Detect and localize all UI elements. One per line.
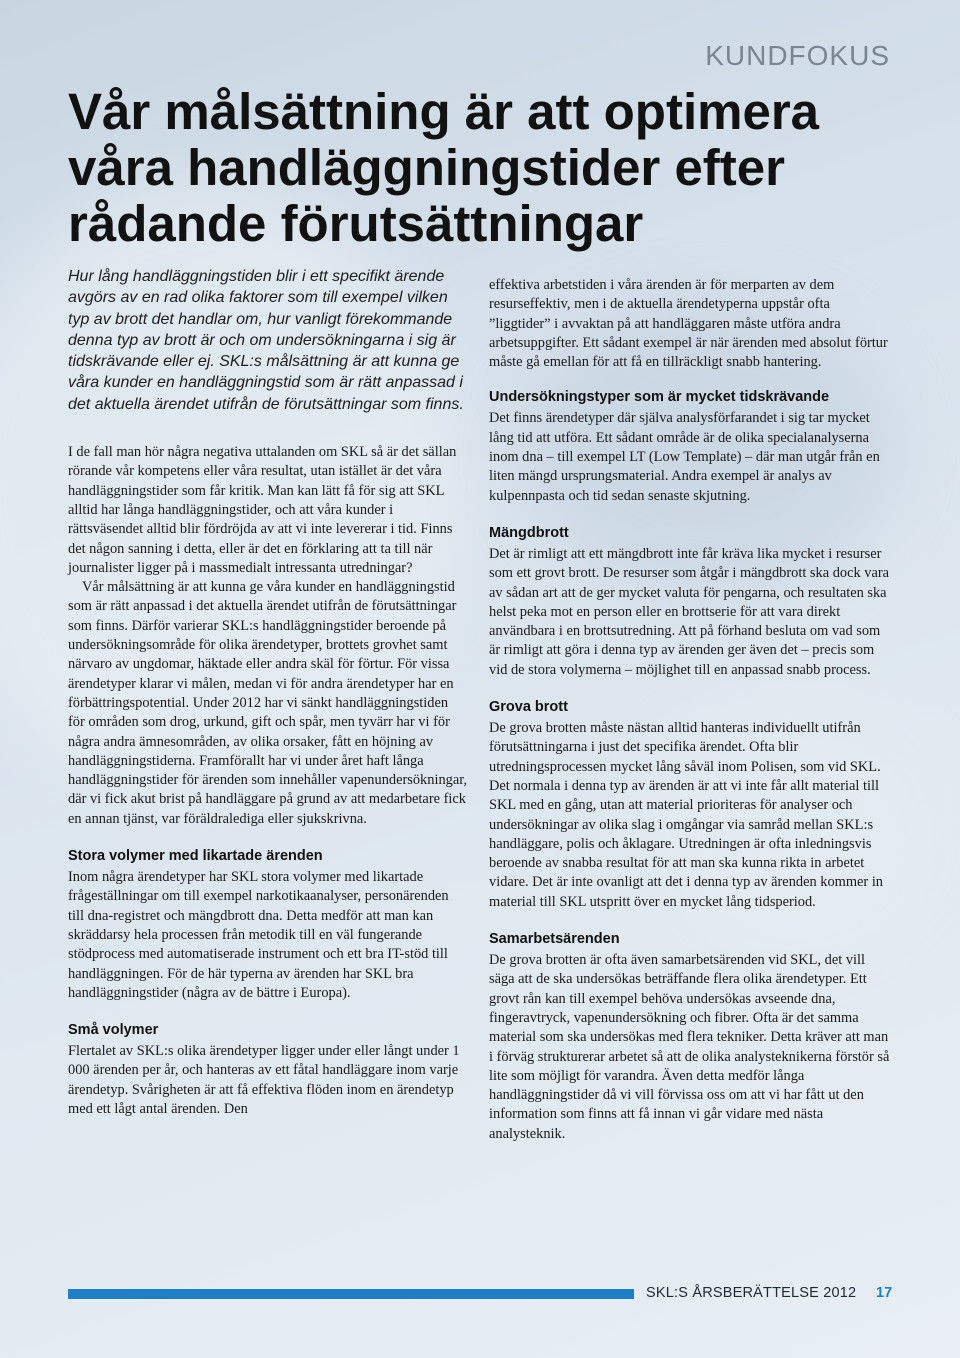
body-paragraph: De grova brotten är ofta även samarbetsärenden vid SKL, det vill säga att de ska undersökas beträffande flera olika ärendetyper. Ett grovt rån kan till exempel behöva undersökas avseende dna, fingeravtryck, vapenundersökning och fibrer. Ofta är det samma material som ska undersökas med flera tekniker. Detta kräver att man i förväg strukturerar arbetet så att de olika analysteknikerna förstör så lite som möjligt för varandra. Även detta medför långa handläggningstider då vi vill förvissa oss om att vi har fått ut den information som finns att få innan vi går vidare med nästa analysteknik. — [489, 952, 890, 1142]
page-number: 17 — [876, 1285, 893, 1301]
body-paragraph: I de fall man hör några negativa uttalanden om SKL så är det sällan rörande vår kompetens eller våra resultat, utan istället är det våra handläggningstider som får kritik. Man kan lätt få för sig att SKL alltid har långa handläggningstider, och att våra kunder i rättsväsendet alltid blir fördröjda av att vi inte levererar i tid. Finns det någon sanning i detta, eller är det en förklaring att ta till när journalister ligger på i massmedialt intressanta utredningar? — [68, 444, 457, 576]
page-title: Vår målsättning är att optimera våra handläggningstider efter rådande förutsättningar — [68, 83, 820, 252]
body-paragraph: Det är rimligt att ett mängdbrott inte får kräva lika mycket i resurser som ett grovt brott. De resurser som åtgår i mängdbrott ska dock vara av sådan art att de ger mycket valuta för pengarna, och resultaten ska helst peka mot en person eller en brottserie för att vara direkt användbara i en brottsutredning. Att på förhand besluta om vad som är rimligt att göra i denna typ av ärenden ger även det – precis som vid de stora volymerna – möjlighet till en anpassad snabb process. — [489, 545, 890, 678]
subheading: Grova brott — [489, 699, 568, 716]
footer-bar — [68, 1289, 634, 1299]
body-paragraph: Flertalet av SKL:s olika ärendetyper ligger under eller långt under 1 000 ärenden per år, och hanteras av ett fåtal handläggare inom varje ärendetyp. Svårigheten är att få effektiva flöden inom en ärendetyp med ett lågt antal ärenden. Den — [68, 1043, 460, 1117]
subheading: Små volymer — [68, 1022, 159, 1039]
body-paragraph: Vår målsättning är att kunna ge våra kunder en handläggningstid som är rätt anpassad i det aktuella ärendet utifrån de förutsättningar som finns. Därför varierar SKL:s handläggningstider beroende på undersökningsområde för olika ärendetyper, brottets grovhet samt närvaro av ungdomar, häktade eller andra skäl för förtur. För vissa ärendetyper klarar vi målen, medan vi för andra ärendetyper har en förbättringspotential. Under 2012 har vi sänkt handläggningstiden för områden som drog, urkund, gift och spår, men tyvärr har vi för några andra ämnesområden, av olika orsaker, fått en höjning av handläggningstiderna. Framförallt har vi under året haft långa handläggningstider för ärenden som innehåller vapenundersökningar, där vi fick akut brist på handläggare på grund av att medarbetare fick en annan tjänst, var föräldralediga eller sjukskrivna. — [68, 579, 468, 827]
subheading: Stora volymer med likartade ärenden — [68, 848, 323, 865]
subheading: Samarbetsärenden — [489, 931, 620, 948]
body-paragraph: effektiva arbetstiden i våra ärenden är för merparten av dem resurseffektiv, men i de aktuella ärendetyperna uppstår ofta ”liggtider” i avvaktan på att handläggaren måste utföra andra arbetsuppgifter. Ett sådant exempel är när ärenden med absolut förtur måste gå emellan för att få en tillräckligt snabb hantering. — [489, 277, 888, 371]
body-paragraph: De grova brotten måste nästan alltid hanteras individuellt utifrån förutsättningarna i just det specifika ärendet. Ofta blir utredningsprocessen mycket lång såväl inom Polisen, som vid SKL. Det normala i denna typ av ärenden är att vi inte får allt material till SKL med en gång, utan att material prioriteras för analyser och undersökningar av olika slag i omgångar via samråd mellan SKL:s handläggare, polis och åklagare. Utredningen är ofta inledningsvis beroende av snabba resultat för att man ska kunna rikta in arbetet vidare. Det är inte ovanligt att det i denna typ av ärenden kommer in material till SKL utspritt över en mycket lång tidsperiod. — [489, 720, 884, 910]
body-paragraph: Inom några ärendetyper har SKL stora volymer med likartade frågeställningar om till exempel narkotikaanalyser, personärenden till dna-registret och mängdbrott dna. Detta medför att man kan skräddarsy hela processen från metodik till en väl fungerande stödprocess med automatiserade instrument och ett bra IT-stöd till handläggningen. För de här typerna av ärenden har SKL bra handläggningstider (några av de bättre i Europa). — [68, 869, 449, 1001]
body-paragraph: Det finns ärendetyper där själva analysförfarandet i sig tar mycket lång tid att utföra. Ett sådant område är de olika specialanalyserna inom dna – till exempel LT (Low Template) – där man utgår från en liten mängd ursprungsmaterial. Andra exempel är analys av kulpennpasta och tid sedan senaste skjutning. — [489, 410, 880, 504]
section-label: KUNDFOKUS — [705, 40, 890, 71]
subheading: Mängdbrott — [489, 524, 569, 541]
right-column — [489, 276, 892, 1144]
footer-title: SKL:S ÅRSBERÄTTELSE 2012 — [646, 1285, 857, 1301]
left-column — [68, 266, 468, 1119]
lead-paragraph: Hur lång handläggningstiden blir i ett specifikt ärende avgörs av en rad olika faktorer som till exempel vilken typ av brott det handlar om, hur vanligt förekommande denna typ av brott är och om undersökningarna i sig är tidskrävande eller ej. SKL:s målsättning är att kunna ge våra kunder en handläggningstid som är rätt anpassad i det aktuella ärendet utifrån de förutsättningar som finns. — [68, 268, 464, 413]
subheading: Undersökningstyper som är mycket tidskrävande — [489, 389, 830, 406]
